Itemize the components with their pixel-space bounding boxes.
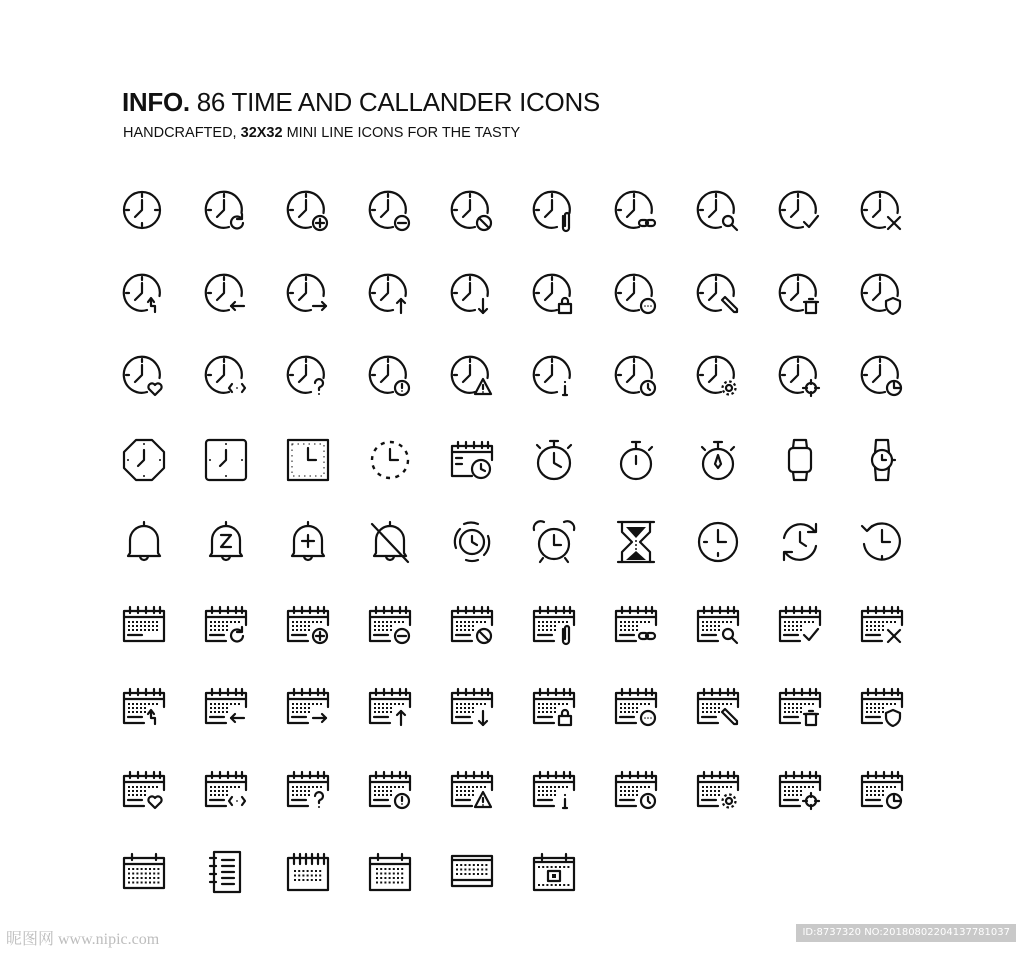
calendar-arrow-up-icon bbox=[366, 683, 414, 731]
wristwatch-icon bbox=[858, 436, 906, 484]
calendar-remove-icon bbox=[366, 601, 414, 649]
clock-add-icon bbox=[284, 188, 332, 236]
calendar-lock-icon bbox=[530, 683, 578, 731]
clock-sync-icon bbox=[776, 518, 824, 566]
calendar-arrow-right-icon bbox=[284, 683, 332, 731]
calendar-icon bbox=[120, 601, 168, 649]
clock-more-icon bbox=[612, 271, 660, 319]
calendar-alert-icon bbox=[366, 766, 414, 814]
clock-settings-icon bbox=[694, 353, 742, 401]
calendar-link-icon bbox=[612, 601, 660, 649]
clock-warning-icon bbox=[448, 353, 496, 401]
watermark-left: 昵图网 www.nipic.com bbox=[6, 931, 160, 948]
clock-alert-icon bbox=[366, 353, 414, 401]
title-bold: INFO. bbox=[122, 87, 190, 117]
clock-code-icon bbox=[202, 353, 250, 401]
title-text: 86 TIME AND CALLANDER ICONS bbox=[189, 87, 600, 117]
clock-question-icon bbox=[284, 353, 332, 401]
watermark-right: ID:8737320 NO:20180802204137781037 bbox=[796, 924, 1016, 942]
calendar-add-icon bbox=[284, 601, 332, 649]
clock-target-icon bbox=[776, 353, 824, 401]
calendar-code-icon bbox=[202, 766, 250, 814]
notebook-icon bbox=[202, 848, 250, 896]
calendar-target-icon bbox=[776, 766, 824, 814]
calendar-refresh-icon bbox=[202, 601, 250, 649]
clock-search-icon bbox=[694, 188, 742, 236]
clock-arrow-right-icon bbox=[284, 271, 332, 319]
clock-arrow-left-icon bbox=[202, 271, 250, 319]
clock-reply-icon bbox=[120, 271, 168, 319]
clock-attach-icon bbox=[530, 188, 578, 236]
calendar-more-icon bbox=[612, 683, 660, 731]
alarm-clock-icon bbox=[530, 518, 578, 566]
clock-heart-icon bbox=[120, 353, 168, 401]
clock-arrow-down-icon bbox=[448, 271, 496, 319]
square-frame-clock-icon bbox=[284, 436, 332, 484]
calendar-edit-icon bbox=[694, 683, 742, 731]
clock-lock-icon bbox=[530, 271, 578, 319]
clock-check-icon bbox=[776, 188, 824, 236]
stopwatch-alt-icon bbox=[612, 436, 660, 484]
clock-trash-icon bbox=[776, 271, 824, 319]
clock-plain-icon bbox=[694, 518, 742, 566]
square-clock-icon bbox=[202, 436, 250, 484]
subtitle-text-end: MINI LINE ICONS FOR THE TASTY bbox=[282, 125, 521, 141]
calendar-spiral-icon bbox=[284, 848, 332, 896]
calendar-arrow-left-icon bbox=[202, 683, 250, 731]
stopwatch-icon bbox=[530, 436, 578, 484]
clock-block-icon bbox=[448, 188, 496, 236]
calendar-settings-icon bbox=[694, 766, 742, 814]
calendar-trash-icon bbox=[776, 683, 824, 731]
octagon-clock-icon bbox=[120, 436, 168, 484]
calendar-chart-icon bbox=[858, 766, 906, 814]
clock-time-icon bbox=[612, 353, 660, 401]
bell-off-icon bbox=[366, 518, 414, 566]
clock-info-icon bbox=[530, 353, 578, 401]
calendar-reply-icon bbox=[120, 683, 168, 731]
calendar-check-icon bbox=[776, 601, 824, 649]
calendar-time-icon bbox=[612, 766, 660, 814]
bell-add-icon bbox=[284, 518, 332, 566]
calendar-info-icon bbox=[530, 766, 578, 814]
calendar-attach-icon bbox=[530, 601, 578, 649]
clock-edit-icon bbox=[694, 271, 742, 319]
calendar-shield-icon bbox=[858, 683, 906, 731]
page-subtitle bbox=[123, 124, 520, 142]
clock-shield-icon bbox=[858, 271, 906, 319]
smartwatch-icon bbox=[776, 436, 824, 484]
calendar-month-icon bbox=[366, 848, 414, 896]
stopwatch-compass-icon bbox=[694, 436, 742, 484]
page-title bbox=[122, 86, 600, 118]
clock-refresh-icon bbox=[202, 188, 250, 236]
clock-chart-icon bbox=[858, 353, 906, 401]
calendar-delete-icon bbox=[858, 601, 906, 649]
calendar-heart-icon bbox=[120, 766, 168, 814]
subtitle-text-start: HANDCRAFTED, bbox=[123, 125, 241, 141]
calendar-wide-icon bbox=[448, 848, 496, 896]
clock-history-icon bbox=[858, 518, 906, 566]
clock-delete-icon bbox=[858, 188, 906, 236]
calendar-clock-icon bbox=[448, 436, 496, 484]
calendar-day-icon bbox=[530, 848, 578, 896]
calendar-question-icon bbox=[284, 766, 332, 814]
bell-snooze-icon bbox=[202, 518, 250, 566]
subtitle-size: 32X32 bbox=[240, 125, 283, 141]
calendar-warning-icon bbox=[448, 766, 496, 814]
calendar-search-icon bbox=[694, 601, 742, 649]
clock-remove-icon bbox=[366, 188, 414, 236]
bell-icon bbox=[120, 518, 168, 566]
dotted-clock-icon bbox=[366, 436, 414, 484]
clock-link-icon bbox=[612, 188, 660, 236]
calendar-grid-icon bbox=[120, 848, 168, 896]
clock-icon bbox=[120, 188, 168, 236]
calendar-arrow-down-icon bbox=[448, 683, 496, 731]
hourglass-icon bbox=[612, 518, 660, 566]
clock-rotate-icon bbox=[448, 518, 496, 566]
clock-arrow-up-icon bbox=[366, 271, 414, 319]
calendar-block-icon bbox=[448, 601, 496, 649]
